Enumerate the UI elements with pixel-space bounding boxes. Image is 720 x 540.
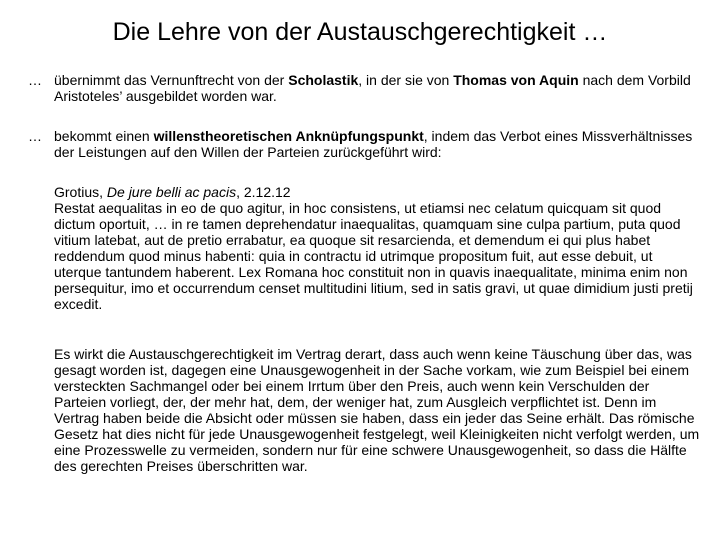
bold-scholastik: Scholastik <box>288 72 359 88</box>
bullet-willenstheorie <box>28 128 708 160</box>
source-title: De jure belli ac pacis <box>106 184 237 200</box>
quote-source <box>54 184 702 200</box>
bullet-text <box>54 72 708 104</box>
bullet-text-post: nach dem Vorbild Aristoteles’ ausgebildet worden war. <box>54 72 691 104</box>
bold-anknuepfungspunkt: willenstheoretischen Anknüpfungspunkt <box>153 128 424 144</box>
source-ref: , 2.12.12 <box>236 184 291 200</box>
bullet-text-post: , indem das Verbot eines Missverhältnisses der Leistungen auf den Willen der Parteien zurückgeführt wird: <box>54 128 693 160</box>
bullet-text <box>54 128 708 160</box>
source-author: Grotius, <box>54 184 107 200</box>
bullet-scholastik <box>28 72 708 104</box>
bold-thomas-von-aquin: Thomas von Aquin <box>453 72 579 88</box>
ellipsis-bullet-mark: … <box>28 128 42 144</box>
german-translation-text: Es wirkt die Austauschgerechtigkeit im Vertrag derart, dass auch wenn keine Täuschung über das, was gesagt worden ist, dagegen eine Unausgewogenheit in der Sache vorkam, wie zum Beispiel bei einem versteckten Sachmangel oder bei einem Irrtum über den Preis, auch wenn kein Verschulden der Parteien vorliegt, der, der mehr hat, dem, der weniger hat, zum Ausgleich verpflichtet ist. Denn im Vertrag haben beide die Absicht oder müssen sie haben, dass ein jeder das Seine erhält. Das römische Gesetz hat dies nicht für jede Unausgewogenheit festgelegt, weil Kleinigkeiten nicht verfolgt werden, um eine Prozesswelle zu vermeiden, sondern nur für eine schwere Unausgewogenheit, so dass die Hälfte des gerechten Preises überschritten war. <box>54 346 700 474</box>
bullet-text-mid: , in der sie von <box>358 72 454 88</box>
latin-quote-text: Restat aequalitas in eo de quo agitur, in hoc consistens, ut etiamsi nec celatum quicquam sit quod dictum oportuit, … in re tamen deprehendatur inaequalitas, quamquam sine culpa partium, puta quod vitium latebat, aut de pretio errabatur, ea quoque sit resarcienda, et demendum ei qui plus habet reddendum quod minus habenti: quia in contractu id utrimque propositum fuit, aut esse debuit, ut uterque tantundem haberent. Lex Romana hoc constituit non in quavis inaequalitate, minima enim non persequitur, imo et occurrendum censet multitudini litium, sed in satis gravi, ut quae dimidium justi pretij excedit. <box>54 200 693 312</box>
bullet-text-pre: bekommt einen <box>54 128 154 144</box>
bullet-text-pre: übernimmt das Vernunftrecht von der <box>54 72 289 88</box>
slide-title: Die Lehre von der Austauschgerechtigkeit … <box>112 18 608 46</box>
latin-quote-block <box>54 184 702 312</box>
ellipsis-bullet-mark: … <box>28 72 42 88</box>
german-translation-block <box>54 346 702 474</box>
